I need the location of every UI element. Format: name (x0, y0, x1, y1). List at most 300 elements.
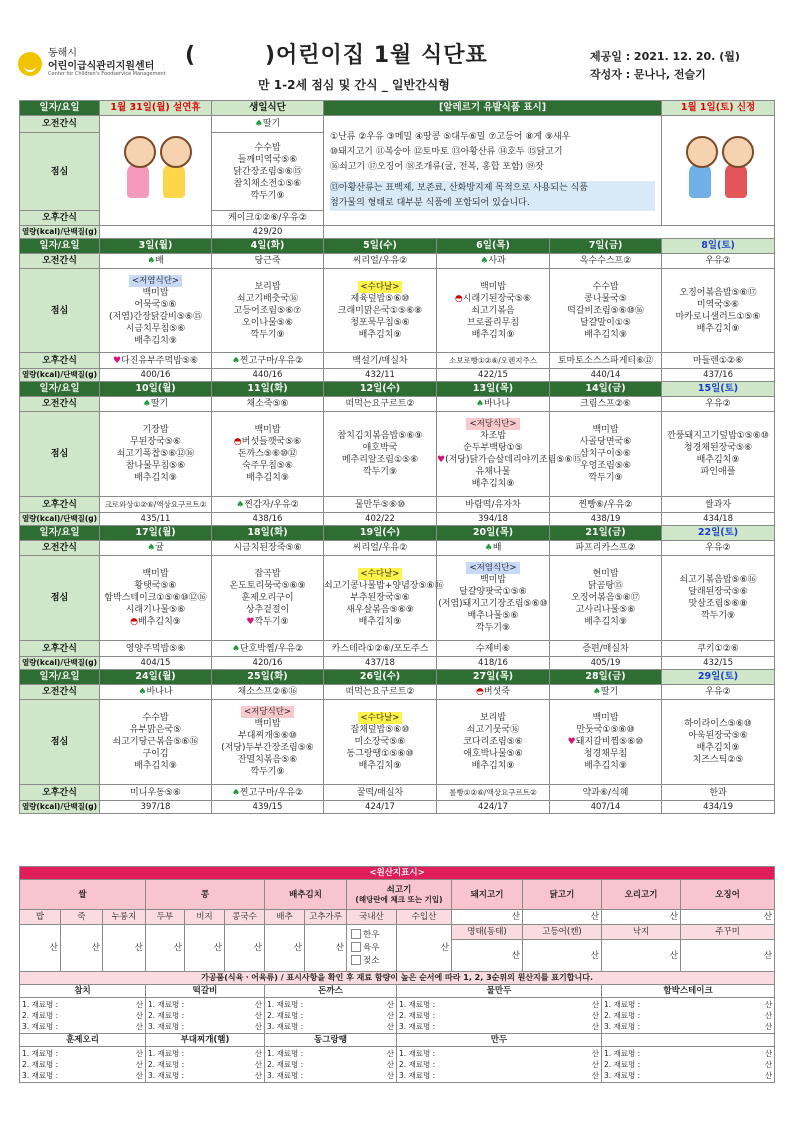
beef-domestic: 국내산 (347, 910, 397, 925)
lunch-item-text: 백미밥 (479, 281, 507, 292)
ingredient-row[interactable] (602, 1010, 774, 1021)
origin-suffix: 산 (591, 1071, 599, 1080)
pm-snack-text: 백설기/매실차 (352, 355, 408, 366)
lunch-item (100, 568, 211, 580)
lunch-cell (100, 556, 212, 641)
pm-snack-text: 토마토소스스파게티⑥⑫ (557, 355, 654, 366)
origin-suffix: 산 (386, 1060, 394, 1069)
lunch-item-text: 고사리나물⑤⑥ (575, 605, 636, 615)
processed-food-name: 부대찌개(햄) (146, 1034, 265, 1047)
lunch-item-text: 배추김치⑨ (584, 617, 627, 627)
lunch-item-text: 배추김치⑨ (584, 761, 627, 771)
lunch-item (324, 604, 436, 616)
lunch-item (212, 580, 323, 592)
am-snack-text: 떠먹는요구르트② (345, 399, 415, 409)
lunch-cell (324, 269, 437, 353)
ingredient-row[interactable] (602, 1021, 774, 1032)
lunch-item-text: 배추나물⑤⑥ (467, 611, 519, 621)
lunch-cell (550, 700, 662, 785)
rice-juk: 죽 (61, 910, 103, 925)
ingredient-label: 2. 재료명 : (22, 1060, 59, 1069)
lunch-item-text: 만둣국①⑤⑥⑩ (576, 725, 635, 735)
lunch-item-text: 무된장국⑤⑥ (130, 437, 181, 447)
leaf-icon: ♠ (231, 355, 240, 366)
kimchi-gochu-origin[interactable]: 산 (305, 925, 347, 972)
jjukkumi-header: 주꾸미 (681, 925, 775, 940)
pm-snack-text: 찐고구마/우유② (239, 355, 304, 366)
lunch-item-text: 코다리조림⑤⑥ (463, 737, 523, 747)
ingredient-label: 2. 재료명 : (604, 1011, 641, 1020)
pm-snack-cell (324, 785, 437, 801)
ingredient-row[interactable] (265, 1070, 396, 1081)
lunch-item (550, 760, 661, 772)
lunch-item (550, 580, 661, 592)
date-header: 12일(수) (324, 382, 437, 397)
lunch-item (324, 592, 436, 604)
lunch-item-text: 참나물무침⑤⑥ (125, 461, 186, 471)
kcal-label: 열량(kcal)/단백질(g) (20, 657, 100, 670)
pm-snack-cell (100, 785, 212, 801)
ingredient-row[interactable] (397, 1021, 601, 1032)
day-header: 일자/요일 (20, 101, 100, 116)
ingredient-label: 1. 재료명 : (399, 1000, 436, 1009)
ingredient-row[interactable] (397, 1010, 601, 1021)
leaf-icon: ♠ (231, 787, 240, 798)
lunch-item (437, 305, 549, 317)
lunch-item (212, 616, 323, 628)
heart-icon: ♥ (437, 455, 446, 465)
ingredient-row[interactable] (602, 1070, 774, 1081)
lunch-item (100, 604, 211, 616)
origin-suffix: 산 (386, 1071, 394, 1080)
lunch-item (662, 742, 774, 754)
origin-suffix: 산 (135, 1000, 143, 1009)
kcal-cell: 404/15 (100, 657, 212, 670)
ingredient-label: 3. 재료명 : (267, 1071, 304, 1080)
ingredient-row[interactable] (397, 1048, 601, 1059)
ingredient-row[interactable] (20, 1070, 145, 1081)
hanwoo-checkbox[interactable] (351, 929, 361, 939)
allergy-legend (324, 116, 662, 226)
page-title (185, 38, 585, 69)
lunch-item (100, 436, 211, 448)
lunch-cell (324, 556, 444, 641)
kcal-birthday: 429/20 (212, 226, 324, 239)
ingredient-label: 3. 재료명 : (399, 1071, 436, 1080)
lunch-item-text: 유채나물 (475, 467, 511, 477)
menu-tag-label: <수다날> (358, 712, 403, 724)
jjukkumi-origin-field[interactable]: 산 (681, 940, 775, 972)
pm-snack-cell (324, 353, 437, 369)
lunch-item (212, 436, 323, 448)
processed-food-origin (397, 1047, 602, 1083)
pm-snack-cell (437, 641, 550, 657)
lunch-item-text: 배추김치⑨ (134, 335, 177, 346)
processed-food-name: 훈제오리 (20, 1034, 146, 1047)
lunch-item (550, 305, 661, 317)
lunch-item-text: (저염)간장닭갈비⑤⑥⑮ (108, 311, 203, 322)
lunch-item (550, 436, 661, 448)
lunch-item-text: 우엉조림⑤⑥ (580, 461, 631, 471)
pm-snack-label: 오후간식 (20, 641, 100, 657)
pm-snack-text: 크로와상①②⑥/액상요구르트② (104, 499, 207, 509)
pm-snack-cell (662, 641, 775, 657)
ingredient-label: 3. 재료명 : (148, 1071, 185, 1080)
origin-suffix: 산 (254, 1011, 262, 1020)
leaf-icon: ♠ (592, 687, 601, 697)
lunch-item (324, 736, 436, 748)
jeotso-checkbox[interactable] (351, 955, 361, 965)
pm-snack-text: 한과 (709, 787, 727, 798)
ingredient-row[interactable] (602, 999, 774, 1010)
lunch-item (662, 466, 774, 478)
processed-food-name: 참치 (20, 985, 146, 998)
center-logo (18, 40, 193, 90)
ingredient-row[interactable] (20, 1021, 145, 1032)
lunch-item-text: 깍두기⑨ (254, 617, 289, 627)
kcal-label: 열량(kcal)/단백질(g) (20, 801, 100, 814)
ingredient-label: 1. 재료명 : (267, 1049, 304, 1058)
am-snack-cell (437, 254, 550, 269)
lunch-item-text: 오징어볶음밥⑤⑥⑰ (679, 287, 757, 298)
holiday-jan31: 1월 31일(월) 설연휴 (100, 101, 212, 116)
am-snack-cell (662, 541, 775, 556)
sulfite-note: ⑬아황산류는 표백제, 보존료, 산화방지제 목적으로 사용되는 식품 (330, 181, 655, 196)
lunch-item (212, 742, 323, 754)
am-snack-text: 사과 (488, 256, 506, 266)
ingredient-label: 1. 재료명 : (148, 1000, 185, 1009)
pm-snack-cell (212, 785, 324, 801)
sulfite-note: 첨가물의 형태로 대부분 식품에 포함되어 있습니다. (330, 196, 655, 211)
pm-snack-cell (437, 785, 550, 801)
author: 작성자 : 문나나, 전슬기 (590, 68, 706, 81)
chicken-origin-field[interactable]: 산 (523, 910, 602, 925)
mackerel-header: 고등어(캔) (523, 925, 602, 940)
lunch-item-text: 하이라이스⑤⑥⑩ (684, 719, 752, 729)
lunch-item (437, 586, 549, 598)
lunch-item-text: 배추김치⑨ (696, 455, 740, 465)
lunch-item (437, 712, 549, 724)
lunch-item-text: 숙주무침⑤⑥ (242, 461, 293, 471)
lunch-item-text: 현미밥 (592, 569, 619, 579)
lunch-item (324, 748, 436, 760)
menu-tag (324, 281, 436, 293)
ingredient-row[interactable] (146, 1059, 264, 1070)
ingredient-label: 2. 재료명 : (22, 1011, 59, 1020)
ingredient-row[interactable] (397, 1070, 601, 1081)
ingredient-row[interactable] (265, 1021, 396, 1032)
ingredient-row[interactable] (265, 1048, 396, 1059)
child-hanbok-icon (683, 136, 717, 202)
squid-header: 오징어 (681, 880, 775, 910)
lunch-item-text: 부대찌개⑤⑥⑩ (238, 731, 297, 741)
bean-header: 콩 (146, 880, 265, 910)
rice-juk-origin[interactable]: 산 (61, 925, 103, 972)
page-header (0, 0, 793, 100)
lunch-item (437, 293, 549, 305)
ingredient-row[interactable] (20, 1059, 145, 1070)
leaf-icon: ♠ (236, 499, 245, 510)
lunch-item-text: 백미밥 (142, 569, 169, 579)
lunch-cell (100, 700, 212, 785)
lunch-cell (662, 269, 775, 353)
rice-header: 쌀 (20, 880, 146, 910)
origin-suffix: 산 (764, 1060, 773, 1069)
am-snack-text: 채소죽⑤⑥ (246, 399, 289, 409)
ingredient-row[interactable] (265, 1059, 396, 1070)
am-snack-text: 바나나 (483, 399, 511, 409)
lunch-item (437, 442, 549, 454)
pm-snack-cell (662, 785, 775, 801)
ingredient-label: 3. 재료명 : (604, 1071, 641, 1080)
am-snack-cell (100, 685, 212, 700)
lunch-item-text: 콩나물국⑤ (584, 293, 627, 304)
pm-snack-text: 바람떡/유자차 (465, 499, 521, 510)
lunch-cell (324, 412, 437, 497)
date-header: 21일(금) (550, 526, 662, 541)
lunch-item (324, 430, 436, 442)
kcal-cell: 402/22 (324, 513, 437, 526)
lunch-item (550, 736, 661, 748)
am-snack-cell (437, 397, 550, 412)
lunch-item-text: 배추김치⑨ (584, 329, 627, 340)
lunch-item-text: 쇠고기콩나물밥+양념장⑤⑥⑯ (324, 581, 444, 591)
lunch-item (212, 424, 323, 436)
lunch-item-text: 훈제오리구이 (241, 593, 294, 603)
lunch-item (550, 748, 661, 760)
lunch-item-text: 달걀말이①⑤ (580, 317, 631, 328)
ingredient-row[interactable] (146, 999, 264, 1010)
origin-suffix: 산 (591, 1011, 599, 1020)
heart-icon: ♥ (112, 355, 122, 366)
am-snack-cell (212, 541, 324, 556)
bean-biji: 비지 (185, 910, 225, 925)
lunch-item-text: 잡곡밥 (254, 569, 281, 579)
kcal-cell: 394/18 (437, 513, 550, 526)
ingredient-row[interactable] (20, 1048, 145, 1059)
menu-tag-label: <수다날> (358, 281, 403, 293)
pm-snack-cell (324, 497, 437, 513)
birthday-menu-header: 생일식단 (212, 101, 324, 116)
processed-food-name: 만두 (397, 1034, 602, 1047)
pork-origin-field[interactable]: 산 (452, 910, 523, 925)
am-snack-cell (550, 541, 662, 556)
date-header: 27일(목) (437, 670, 550, 685)
lunch-item-text: 어묵국⑤⑥ (134, 299, 177, 310)
lunch-item-text: 파인애플 (700, 467, 736, 477)
bean-dubu-origin[interactable]: 산 (146, 925, 185, 972)
ingredient-label: 3. 재료명 : (267, 1022, 304, 1031)
ingredient-row[interactable] (20, 999, 145, 1010)
origin-suffix: 산 (386, 1022, 394, 1031)
lunch-item (212, 293, 323, 305)
lunch-item-text: 제육덮밥⑤⑥⑩ (350, 293, 410, 304)
origin-suffix: 산 (386, 1049, 394, 1058)
ingredient-row[interactable] (397, 999, 601, 1010)
lunch-item-text: (저당)두부간장조림⑤⑥ (221, 743, 314, 753)
ingredient-label: 2. 재료명 : (604, 1060, 641, 1069)
date-header: 17일(월) (100, 526, 212, 541)
lunch-item-text: 깍두기⑨ (475, 623, 511, 633)
pork-header: 돼지고기 (452, 880, 523, 910)
lunch-item-text: 배추김치⑨ (246, 473, 289, 483)
lunch-item (662, 730, 774, 742)
lunch-item (550, 568, 661, 580)
lunch-item-text: 브로콜리무침 (466, 317, 520, 328)
origin-suffix: 산 (764, 1071, 773, 1080)
origin-suffix: 산 (591, 1049, 599, 1058)
ingredient-label: 2. 재료명 : (399, 1011, 436, 1020)
kcal-label: 열량(kcal)/단백질(g) (20, 513, 100, 526)
duck-origin-field[interactable]: 산 (602, 910, 681, 925)
beef-import-origin[interactable]: 산 (397, 925, 452, 972)
ingredient-label: 1. 재료명 : (148, 1049, 185, 1058)
kimchi-baechu-origin[interactable]: 산 (265, 925, 305, 972)
ingredient-row[interactable] (397, 1059, 601, 1070)
lunch-item (100, 472, 211, 484)
day-header: 일자/요일 (20, 670, 100, 685)
lunch-item (100, 736, 211, 748)
ingredient-row[interactable] (265, 999, 396, 1010)
ingredient-row[interactable] (146, 1010, 264, 1021)
lunch-item (324, 616, 436, 628)
ingredient-label: 2. 재료명 : (148, 1011, 185, 1020)
octopus-origin-field[interactable]: 산 (602, 940, 681, 972)
heart-icon: ♥ (567, 737, 576, 747)
date-header: 22일(토) (662, 526, 775, 541)
kcal-cell: 440/14 (550, 369, 662, 382)
ingredient-row[interactable] (602, 1059, 774, 1070)
lunch-item-text: 청경채된장국⑤⑥ (683, 443, 753, 453)
kcal-cell: 439/15 (212, 801, 324, 814)
origin-suffix: 산 (764, 1022, 773, 1031)
lunch-item-text: 청경채무침 (583, 749, 628, 759)
lunch-item-text: 돈까스⑤⑥⑩⑫ (237, 449, 298, 459)
am-snack-text: 채소스프②⑥⑯ (237, 687, 298, 697)
ingredient-row[interactable] (265, 1010, 396, 1021)
ingredient-row[interactable] (20, 1010, 145, 1021)
lunch-item (212, 766, 323, 778)
menu-tag (100, 275, 211, 287)
am-snack-label: 오전간식 (20, 685, 100, 700)
lunch-item-text: 오징어볶음⑤⑥⑰ (571, 593, 640, 603)
lunch-item-text: 부추된장국⑤⑥ (350, 593, 410, 603)
lunch-item-text: 닭곰탕⑮ (587, 581, 624, 591)
doc-meta (590, 48, 740, 84)
date-header: 6일(목) (437, 239, 550, 254)
lunch-item (324, 760, 436, 772)
bean-kongguksu-origin[interactable]: 산 (225, 925, 265, 972)
processed-note: 가공품(식육ㆍ어육류) / 표시사항을 확인 후 재료 함량이 높은 순서에 따라 1, 2, 3순위의 원산지를 표기합니다. (20, 972, 775, 985)
date-header: 24일(월) (100, 670, 212, 685)
lunch-item (100, 299, 211, 311)
lunch-item (324, 293, 436, 305)
ingredient-row[interactable] (146, 1070, 264, 1081)
yugwoo-checkbox[interactable] (351, 942, 361, 952)
ingredient-row[interactable] (146, 1048, 264, 1059)
am-snack-cell (662, 685, 775, 700)
lunch-cell (550, 412, 662, 497)
ingredient-row[interactable] (602, 1048, 774, 1059)
am-snack-cell (662, 254, 775, 269)
lunch-item-text: 떡갈비조림⑤⑥⑩⑯ (567, 305, 644, 316)
lunch-item (662, 323, 774, 335)
bean-biji-origin[interactable]: 산 (185, 925, 225, 972)
leaf-icon: ♠ (142, 399, 151, 409)
mackerel-origin-field[interactable]: 산 (523, 940, 602, 972)
am-snack-birthday: ♠딸기 (212, 116, 324, 133)
lunch-item (662, 610, 774, 622)
lunch-item-text: 수수밥 (592, 281, 619, 292)
lunch-item (212, 460, 323, 472)
pm-snack-text: 꿀떡/매실차 (356, 787, 404, 798)
provide-date: 제공일 : 2021. 12. 20. (월) (590, 50, 740, 63)
ingredient-label: 2. 재료명 : (148, 1060, 185, 1069)
kcal-cell: 438/16 (212, 513, 324, 526)
lunch-item-text: 배추김치⑨ (471, 761, 515, 771)
lunch-item (100, 460, 211, 472)
am-snack-cell (437, 541, 550, 556)
lunch-item (212, 568, 323, 580)
rice-bap-origin[interactable]: 산 (20, 925, 61, 972)
squid-origin-field[interactable]: 산 (681, 910, 775, 925)
lunch-item-text: (저당)닭가슴살데리야끼조림⑤⑥⑮ (445, 455, 582, 465)
date-header: 25일(화) (212, 670, 324, 685)
logo-center-english: Center for Children's Foodservice Management (48, 71, 166, 77)
menu-tag-label: <저염식단> (129, 275, 182, 287)
lunch-item (550, 724, 661, 736)
ingredient-row[interactable] (146, 1021, 264, 1032)
pm-snack-text: 찐감자/우유② (244, 499, 299, 510)
origin-suffix: 산 (254, 1060, 262, 1069)
lunch-item (324, 317, 436, 329)
ingredient-label: 1. 재료명 : (267, 1000, 304, 1009)
lunch-cell (437, 412, 582, 497)
lunch-item (437, 478, 549, 490)
lunch-item-text: 온도토리묵국⑤⑥⑨ (229, 581, 306, 591)
heart-icon: ♥ (246, 617, 255, 627)
processed-food-origin (265, 998, 397, 1034)
am-snack-text: 파프리카스프② (575, 543, 636, 553)
ingredient-label: 1. 재료명 : (22, 1000, 59, 1009)
beef-import: 수입산 (397, 910, 452, 925)
origin-suffix: 산 (135, 1071, 143, 1080)
pollock-origin-field[interactable]: 산 (452, 940, 523, 972)
rice-nurungji-origin[interactable]: 산 (103, 925, 146, 972)
leaf-icon: ♠ (484, 543, 493, 553)
origin-suffix: 산 (764, 1000, 773, 1009)
date-header: 18일(화) (212, 526, 324, 541)
am-snack-cell (437, 685, 550, 700)
date-header: 19일(수) (324, 526, 437, 541)
lunch-cell (212, 556, 324, 641)
date-header: 14일(금) (550, 382, 662, 397)
pm-snack-text: 소보로빵①②⑥/오렌지주스 (449, 355, 537, 365)
lunch-item-text: 배추김치⑨ (358, 617, 402, 627)
lunch-cell (662, 556, 775, 641)
pm-snack-cell (100, 353, 212, 369)
lunch-item (100, 424, 211, 436)
lunch-cell (212, 269, 324, 353)
origin-suffix: 산 (254, 1000, 262, 1009)
origin-suffix: 산 (254, 1049, 262, 1058)
title-open-paren: ( (185, 43, 197, 68)
lunch-item (212, 317, 323, 329)
lunch-item (662, 287, 774, 299)
am-snack-cell (100, 254, 212, 269)
lunch-item-text: 보리밥 (479, 713, 507, 723)
lunch-item (662, 299, 774, 311)
